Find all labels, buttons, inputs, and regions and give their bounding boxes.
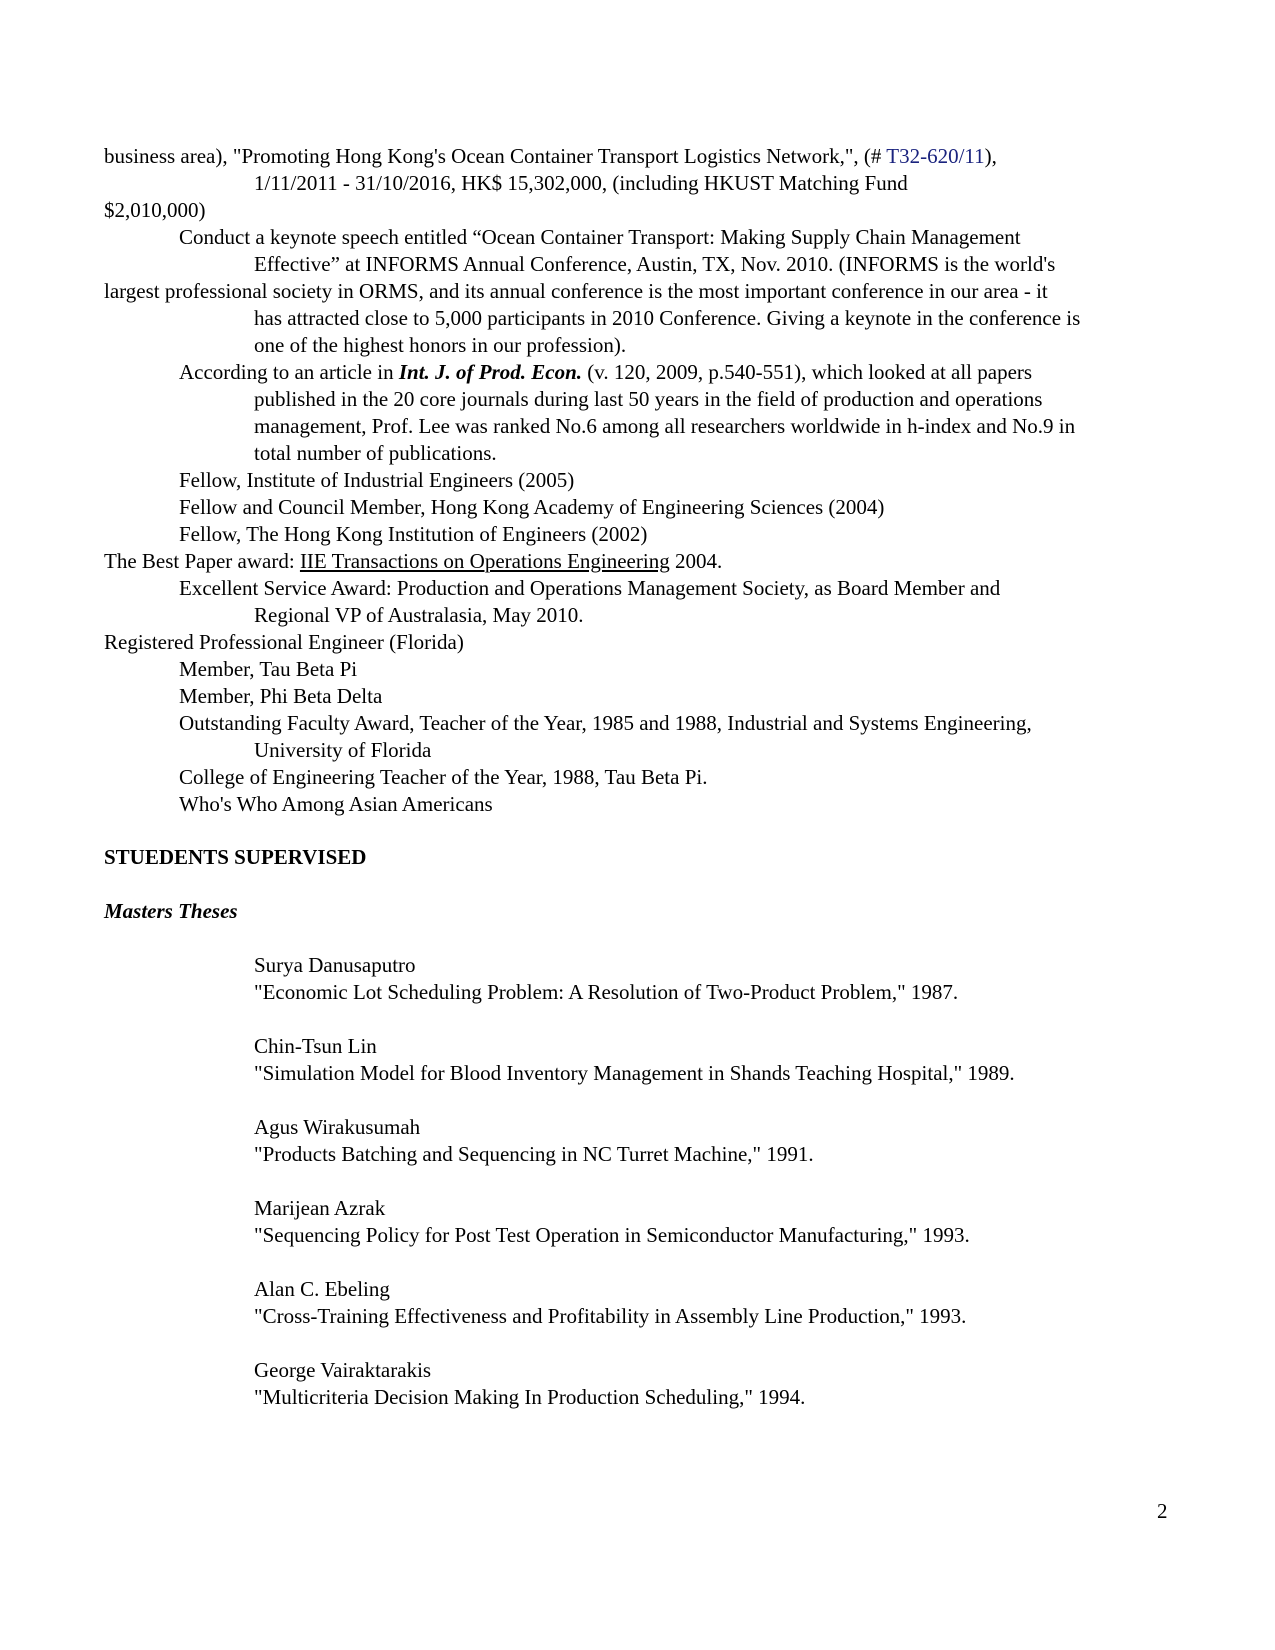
outstanding-faculty-line-1: Outstanding Faculty Award, Teacher of the Year, 1985 and 1988, Industrial and Systems Engineering, bbox=[179, 711, 1032, 735]
college-teacher-award: College of Engineering Teacher of the Year, 1988, Tau Beta Pi. bbox=[179, 765, 708, 789]
thesis-title: "Economic Lot Scheduling Problem: A Resolution of Two-Product Problem," 1987. bbox=[254, 980, 959, 1004]
fellow-hkaes: Fellow and Council Member, Hong Kong Academy of Engineering Sciences (2004) bbox=[179, 495, 885, 519]
fellow-iie: Fellow, Institute of Industrial Engineers (2005) bbox=[179, 468, 575, 492]
keynote-line-4: has attracted close to 5,000 participants in 2010 Conference. Giving a keynote in the conference is bbox=[254, 306, 1081, 330]
thesis-title: "Simulation Model for Blood Inventory Management in Shands Teaching Hospital," 1989. bbox=[254, 1061, 1015, 1085]
service-award-line-1: Excellent Service Award: Production and Operations Management Society, as Board Member and bbox=[179, 576, 1001, 600]
member-phi-beta-delta: Member, Phi Beta Delta bbox=[179, 684, 383, 708]
thesis-student-name: Alan C. Ebeling bbox=[254, 1277, 390, 1301]
best-paper-text: The Best Paper award: bbox=[104, 549, 300, 573]
thesis-title: "Sequencing Policy for Post Test Operation in Semiconductor Manufacturing," 1993. bbox=[254, 1223, 970, 1247]
thesis-student-name: Agus Wirakusumah bbox=[254, 1115, 421, 1139]
best-paper-journal: IIE Transactions on Operations Engineering bbox=[299, 549, 670, 573]
service-award-line-2: Regional VP of Australasia, May 2010. bbox=[254, 603, 584, 627]
registered-pe: Registered Professional Engineer (Florida) bbox=[104, 630, 464, 654]
grant-text: business area), "Promoting Hong Kong's Ocean Container Transport Logistics Network,", (# bbox=[104, 144, 887, 168]
thesis-title: "Cross-Training Effectiveness and Profitability in Assembly Line Production," 1993. bbox=[254, 1304, 967, 1328]
best-paper-year: 2004. bbox=[669, 549, 723, 573]
grant-line-1 bbox=[104, 143, 997, 170]
ranking-line-3: management, Prof. Lee was ranked No.6 among all researchers worldwide in h-index and No.9 in bbox=[254, 414, 1076, 438]
thesis-title: "Multicriteria Decision Making In Production Scheduling," 1994. bbox=[254, 1385, 806, 1409]
ranking-line-2: published in the 20 core journals during last 50 years in the field of production and operations bbox=[254, 387, 1043, 411]
grant-number-link[interactable]: T32-620/11 bbox=[886, 144, 985, 168]
section-heading-students: STUEDENTS SUPERVISED bbox=[104, 845, 367, 869]
keynote-line-2: Effective” at INFORMS Annual Conference, Austin, TX, Nov. 2010. (INFORMS is the world's bbox=[254, 252, 1056, 276]
thesis-student-name: Surya Danusaputro bbox=[254, 953, 416, 977]
thesis-student-name: Chin-Tsun Lin bbox=[254, 1034, 377, 1058]
page-number: 2 bbox=[1157, 1499, 1168, 1523]
best-paper-award bbox=[104, 548, 722, 575]
whos-who: Who's Who Among Asian Americans bbox=[179, 792, 493, 816]
member-tau-beta-pi: Member, Tau Beta Pi bbox=[179, 657, 358, 681]
grant-text-end: ), bbox=[984, 144, 997, 168]
fellow-hkie: Fellow, The Hong Kong Institution of Engineers (2002) bbox=[179, 522, 648, 546]
subsection-heading-masters: Masters Theses bbox=[104, 899, 238, 923]
keynote-line-3: largest professional society in ORMS, and its annual conference is the most important conference in our area - it bbox=[104, 279, 1048, 303]
thesis-student-name: Marijean Azrak bbox=[254, 1196, 386, 1220]
ranking-text: According to an article in bbox=[179, 360, 399, 384]
thesis-title: "Products Batching and Sequencing in NC Turret Machine," 1991. bbox=[254, 1142, 814, 1166]
grant-line-2: 1/11/2011 - 31/10/2016, HK$ 15,302,000, (including HKUST Matching Fund bbox=[254, 171, 908, 195]
grant-line-3: $2,010,000) bbox=[104, 198, 206, 222]
outstanding-faculty-line-2: University of Florida bbox=[254, 738, 432, 762]
ranking-line-4: total number of publications. bbox=[254, 441, 497, 465]
ranking-line-1 bbox=[179, 359, 1032, 386]
ranking-journal-name: Int. J. of Prod. Econ. bbox=[398, 360, 583, 384]
thesis-student-name: George Vairaktarakis bbox=[254, 1358, 432, 1382]
ranking-text-end: (v. 120, 2009, p.540-551), which looked at all papers bbox=[582, 360, 1033, 384]
keynote-line-5: one of the highest honors in our profession). bbox=[254, 333, 627, 357]
keynote-line-1: Conduct a keynote speech entitled “Ocean Container Transport: Making Supply Chain Management bbox=[179, 225, 1021, 249]
